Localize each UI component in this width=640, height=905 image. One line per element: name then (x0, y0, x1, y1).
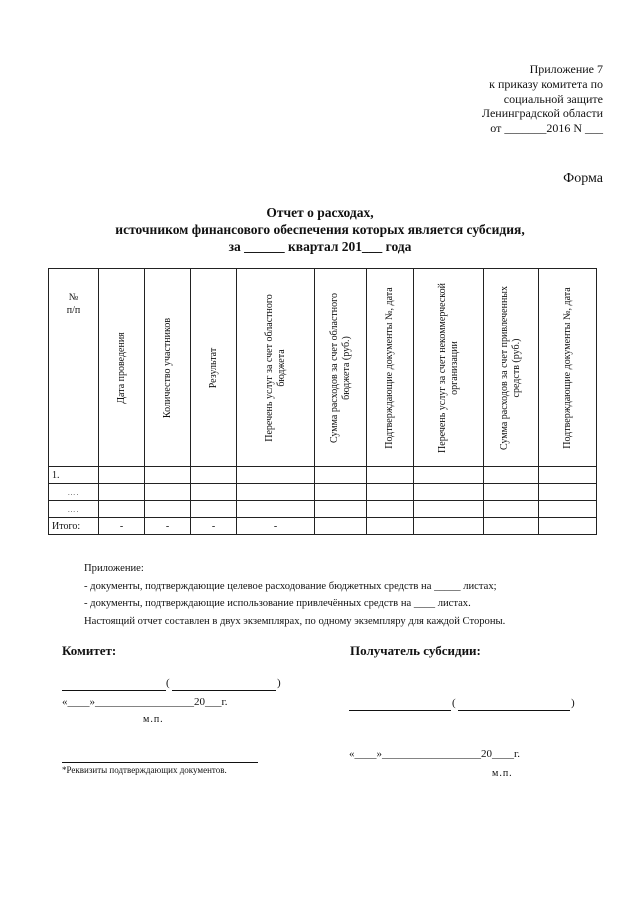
table-row (49, 467, 597, 484)
header-cell (484, 269, 539, 467)
row-number: 1. (49, 467, 99, 484)
total-cell: - (145, 518, 191, 535)
signature-line (62, 690, 166, 691)
signature-name-line (458, 710, 570, 711)
appendix-line: Приложение 7 (529, 62, 603, 76)
title-line-3: за ______ квартал 201___ года (228, 239, 412, 254)
column-header-regional-amount: Сумма расходов за счет областного бюджета (руб.) (328, 292, 352, 443)
report-table (48, 268, 597, 535)
footnote: *Реквизиты подтверждающих документов. (62, 765, 227, 775)
appendix-line: к приказу комитета по (489, 76, 603, 91)
total-label: Итого: (49, 518, 99, 535)
header-number-pp: п/п (66, 305, 81, 316)
notes-line: - документы, подтверждающие целевое расходование бюджетных средств на _____ листах; (84, 580, 497, 592)
header-cell (191, 269, 237, 467)
recipient-stamp: м.п. (492, 768, 513, 779)
recipient-label: Получатель субсидии: (350, 643, 481, 658)
table-row (49, 484, 597, 501)
column-header-documents-2: Подтверждающие документы №, дата (561, 286, 573, 449)
appendix-line: социальной защите (503, 91, 603, 106)
column-header-participants: Количество участников (161, 317, 173, 418)
header-cell (315, 269, 367, 467)
committee-label: Комитет: (62, 643, 117, 658)
title-line-2: источником финансового обеспечения которых является субсидия, (115, 222, 525, 237)
total-cell: - (191, 518, 237, 535)
appendix-block (482, 62, 603, 136)
notes-line: Настоящий отчет составлен в двух экземплярах, по одному экземпляру для каждой Стороны. (84, 615, 506, 627)
committee-stamp: м.п. (143, 714, 164, 725)
table-header-row (49, 269, 597, 467)
recipient-date: «____»__________________20____г. (349, 748, 521, 760)
header-cell (99, 269, 145, 467)
committee-signature-open: ( (166, 677, 170, 689)
signature-name-line (172, 690, 276, 691)
appendix-line: Ленинградской области (481, 106, 603, 121)
header-cell (145, 269, 191, 467)
footnote-separator (62, 762, 258, 763)
column-header-date: Дата проведения (115, 331, 127, 404)
header-cell (237, 269, 315, 467)
header-cell (539, 269, 597, 467)
column-header-documents-1: Подтверждающие документы №, дата (384, 286, 395, 449)
notes-heading: Приложение: (84, 563, 144, 574)
form-label: Форма (563, 171, 603, 186)
title-line-1: Отчет о расходах, (266, 205, 374, 220)
notes-line: - документы, подтверждающие использование привлечённых средств на ____ листах. (84, 598, 471, 609)
row-number: …. (49, 484, 99, 501)
header-cell (367, 269, 414, 467)
document-title (0, 204, 640, 255)
table-row (49, 501, 597, 518)
signature-line (349, 710, 451, 711)
header-cell (414, 269, 484, 467)
column-header-result: Результат (207, 347, 219, 388)
recipient-signature-close: ) (571, 697, 575, 709)
total-cell: - (237, 518, 315, 535)
row-number: …. (49, 501, 99, 518)
committee-date: «____»__________________20___г. (62, 696, 228, 708)
appendix-line: от _______2016 N ___ (490, 121, 603, 136)
header-cell-number (49, 269, 99, 467)
committee-signature-close: ) (277, 677, 281, 689)
table-total-row (49, 518, 597, 535)
column-header-attracted-amount: Сумма расходов за счет привлеченных средств (руб.) (499, 285, 522, 450)
recipient-signature-open: ( (452, 697, 456, 709)
notes-block (84, 560, 505, 630)
header-number-sign: № (68, 292, 79, 303)
column-header-nko-services: Перечень услуг за счет некоммерческой организации (436, 282, 460, 453)
column-header-regional-services: Перечень услуг за счет областного бюджета (263, 293, 287, 442)
total-cell: - (99, 518, 145, 535)
